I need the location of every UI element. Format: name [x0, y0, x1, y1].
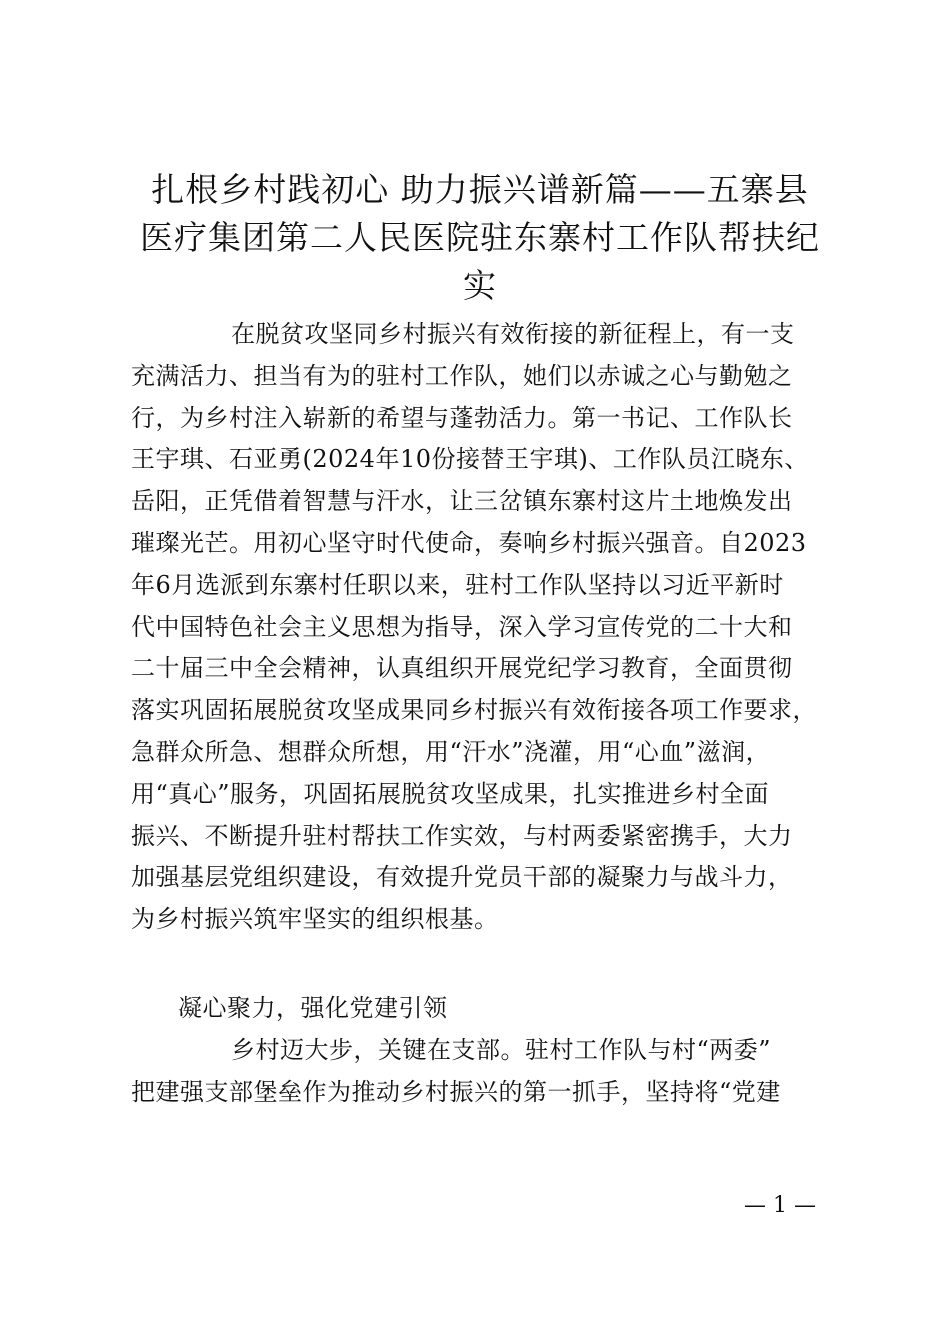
document-body: [131, 314, 831, 1113]
section-paragraph: [131, 1030, 831, 1114]
paragraph-line: 代中国特色社会主义思想为指导，深入学习宣传党的二十大和: [131, 612, 793, 641]
paragraph-line: 把建强支部堡垒作为推动乡村振兴的第一抓手，坚持将“党建: [131, 1077, 781, 1106]
document-title: [120, 166, 840, 310]
intro-paragraph: [131, 314, 831, 941]
title-line: 实: [463, 266, 497, 305]
paragraph-line: 岳阳，正凭借着智慧与汗水，让三岔镇东寨村这片土地焕发出: [131, 487, 793, 516]
paragraph-line: 为乡村振兴筑牢坚实的组织根基。: [131, 905, 499, 934]
section-heading: 凝心聚力，强化党建引领: [178, 993, 448, 1022]
paragraph-line: 急群众所急、想群众所想，用“汗水”浇灌，用“心血”滋润，: [131, 737, 771, 766]
paragraph-line: 行，为乡村注入崭新的希望与蓬勃活力。第一书记、工作队长: [131, 403, 793, 432]
paragraph-line: 乡村迈大步，关键在支部。驻村工作队与村“两委”: [231, 1035, 772, 1064]
paragraph-line: 年6月选派到东寨村任职以来，驻村工作队坚持以习近平新时: [131, 570, 784, 599]
title-line: 医疗集团第二人民医院驻东寨村工作队帮扶纪: [140, 218, 820, 257]
page-number: — 1 —: [744, 1193, 816, 1218]
paragraph-line: 用“真心”服务，巩固拓展脱贫攻坚成果，扎实推进乡村全面: [131, 779, 770, 808]
paragraph-line: 二十届三中全会精神，认真组织开展党纪学习教育，全面贯彻: [131, 654, 793, 683]
paragraph-line: 振兴、不断提升驻村帮扶工作实效，与村两委紧密携手，大力: [131, 821, 793, 850]
title-line: 扎根乡村践初心 助力振兴谱新篇——五寨县: [151, 170, 809, 209]
paragraph-line: 落实巩固拓展脱贫攻坚成果同乡村振兴有效衔接各项工作要求，: [131, 696, 817, 725]
paragraph-line: 加强基层党组织建设，有效提升党员干部的凝聚力与战斗力，: [131, 863, 793, 892]
paragraph-line: 王宇琪、石亚勇(2024年10份接替王宇琪)、工作队员江晓东、: [131, 445, 809, 474]
paragraph-line: 在脱贫攻坚同乡村振兴有效衔接的新征程上，有一支: [231, 320, 795, 348]
paragraph-line: 充满活力、担当有为的驻村工作队，她们以赤诚之心与勤勉之: [131, 361, 793, 390]
paragraph-line: 璀璨光芒。用初心坚守时代使命，奏响乡村振兴强音。自2023: [131, 528, 807, 557]
